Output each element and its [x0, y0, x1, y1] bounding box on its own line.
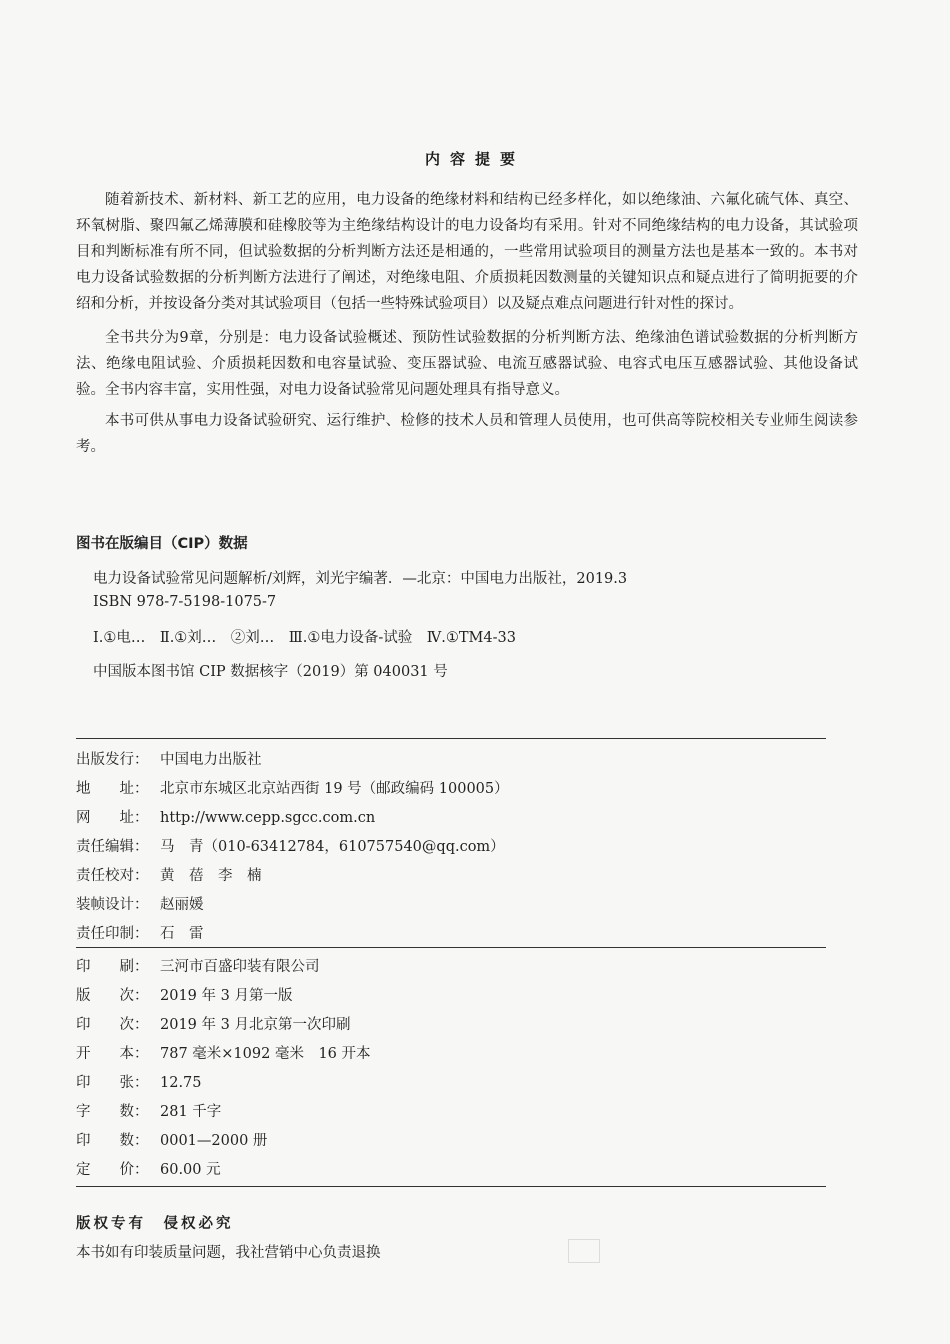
editor-row-value: 马 青（010-63412784，610757540@qq.com）	[160, 839, 505, 855]
word-count-row	[76, 1100, 221, 1124]
proofreader-row-label: 责任校对：	[76, 868, 149, 884]
printer-row-label: 印 刷：	[76, 959, 149, 975]
sheets-row	[76, 1071, 202, 1095]
edition-row-value: 2019 年 3 月第一版	[160, 988, 293, 1004]
sheets-row-label: 印 张：	[76, 1075, 149, 1091]
address-row-label: 地 址：	[76, 781, 149, 797]
price-row	[76, 1158, 221, 1182]
cip-isbn-line: ISBN 978-7-5198-1075-7	[93, 594, 277, 610]
cip-heading: 图书在版编目（CIP）数据	[76, 536, 248, 552]
website-row-label: 网 址：	[76, 810, 149, 826]
summary-paragraph-2: 全书共分为9章，分别是：电力设备试验概述、预防性试验数据的分析判断方法、绝缘油色谱试验数据的分析判断方法、绝缘电阻试验、介质损耗因数和电容量试验、变压器试验、电流互感器试验、电容式电压互感器试验、其他设备试验。全书内容丰富，实用性强，对电力设备试验常见问题处理具有指导意义。	[76, 330, 858, 398]
proofreader-row-value: 黄 蓓 李 楠	[160, 868, 262, 884]
summary-paragraph-3: 本书可供从事电力设备试验研究、运行维护、检修的技术人员和管理人员使用，也可供高等院校相关专业师生阅读参考。	[76, 413, 858, 455]
editor-row-label: 责任编辑：	[76, 839, 149, 855]
word-count-row-value: 281 千字	[160, 1104, 222, 1120]
return-policy-notice: 本书如有印装质量问题，我社营销中心负责退换	[76, 1245, 381, 1261]
format-row-label: 开 本：	[76, 1046, 149, 1062]
print-run-row	[76, 1129, 267, 1153]
website-row-value: http://www.cepp.sgcc.com.cn	[160, 810, 376, 826]
edition-row	[76, 984, 292, 1008]
publisher-row-value: 中国电力出版社	[160, 752, 262, 768]
divider	[76, 947, 826, 948]
print-supervisor-row-label: 责任印制：	[76, 926, 149, 942]
price-row-value: 60.00 元	[160, 1162, 221, 1178]
address-row	[76, 777, 509, 801]
print-run-row-label: 印 数：	[76, 1133, 149, 1149]
cip-title-line: 电力设备试验常见问题解析/刘辉，刘光宇编著．—北京：中国电力出版社，2019.3	[93, 571, 628, 587]
editor-row	[76, 835, 505, 859]
price-row-label: 定 价：	[76, 1162, 149, 1178]
print-supervisor-row-value: 石 雷	[160, 926, 204, 942]
format-row-value: 787 毫米×1092 毫米 16 开本	[160, 1046, 371, 1062]
impression-row-value: 2019 年 3 月北京第一次印刷	[160, 1017, 351, 1033]
divider	[76, 738, 826, 739]
print-run-row-value: 0001—2000 册	[160, 1133, 268, 1149]
print-supervisor-row	[76, 922, 204, 946]
printer-row-value: 三河市百盛印装有限公司	[160, 959, 320, 975]
printer-row	[76, 955, 320, 979]
cip-classification-line: Ⅰ.①电… Ⅱ.①刘… ②刘… Ⅲ.①电力设备-试验 Ⅳ.①TM4-33	[93, 630, 516, 646]
summary-title: 内容提要	[424, 150, 525, 168]
cip-record-number: 中国版本图书馆 CIP 数据核字（2019）第 040031 号	[93, 664, 448, 680]
website-row	[76, 806, 375, 830]
address-row-value: 北京市东城区北京站西街 19 号（邮政编码 100005）	[160, 781, 509, 797]
edition-row-label: 版 次：	[76, 988, 149, 1004]
sheets-row-value: 12.75	[160, 1075, 202, 1091]
designer-row-value: 赵丽媛	[160, 897, 204, 913]
impression-row	[76, 1013, 350, 1037]
copyright-notice: 版权专有 侵权必究	[76, 1216, 234, 1232]
designer-row	[76, 893, 204, 917]
publisher-logo-icon	[568, 1239, 600, 1263]
proofreader-row	[76, 864, 262, 888]
publisher-row-label: 出版发行：	[76, 752, 149, 768]
summary-paragraph-1: 随着新技术、新材料、新工艺的应用，电力设备的绝缘材料和结构已经多样化，如以绝缘油、六氟化硫气体、真空、环氧树脂、聚四氟乙烯薄膜和硅橡胶等为主绝缘结构设计的电力设备均有采用。针对不同绝缘结构的电力设备，其试验项目和判断标准有所不同，但试验数据的分析判断方法还是相通的，一些常用试验项目的测量方法也是基本一致的。本书对电力设备试验数据的分析判断方法进行了阐述，对绝缘电阻、介质损耗因数测量的关键知识点和疑点进行了简明扼要的介绍和分析，并按设备分类对其试验项目（包括一些特殊试验项目）以及疑点难点问题进行针对性的探讨。	[76, 192, 858, 312]
publisher-row	[76, 748, 262, 772]
word-count-row-label: 字 数：	[76, 1104, 149, 1120]
divider	[76, 1186, 826, 1187]
impression-row-label: 印 次：	[76, 1017, 149, 1033]
designer-row-label: 装帧设计：	[76, 897, 149, 913]
format-row	[76, 1042, 371, 1066]
